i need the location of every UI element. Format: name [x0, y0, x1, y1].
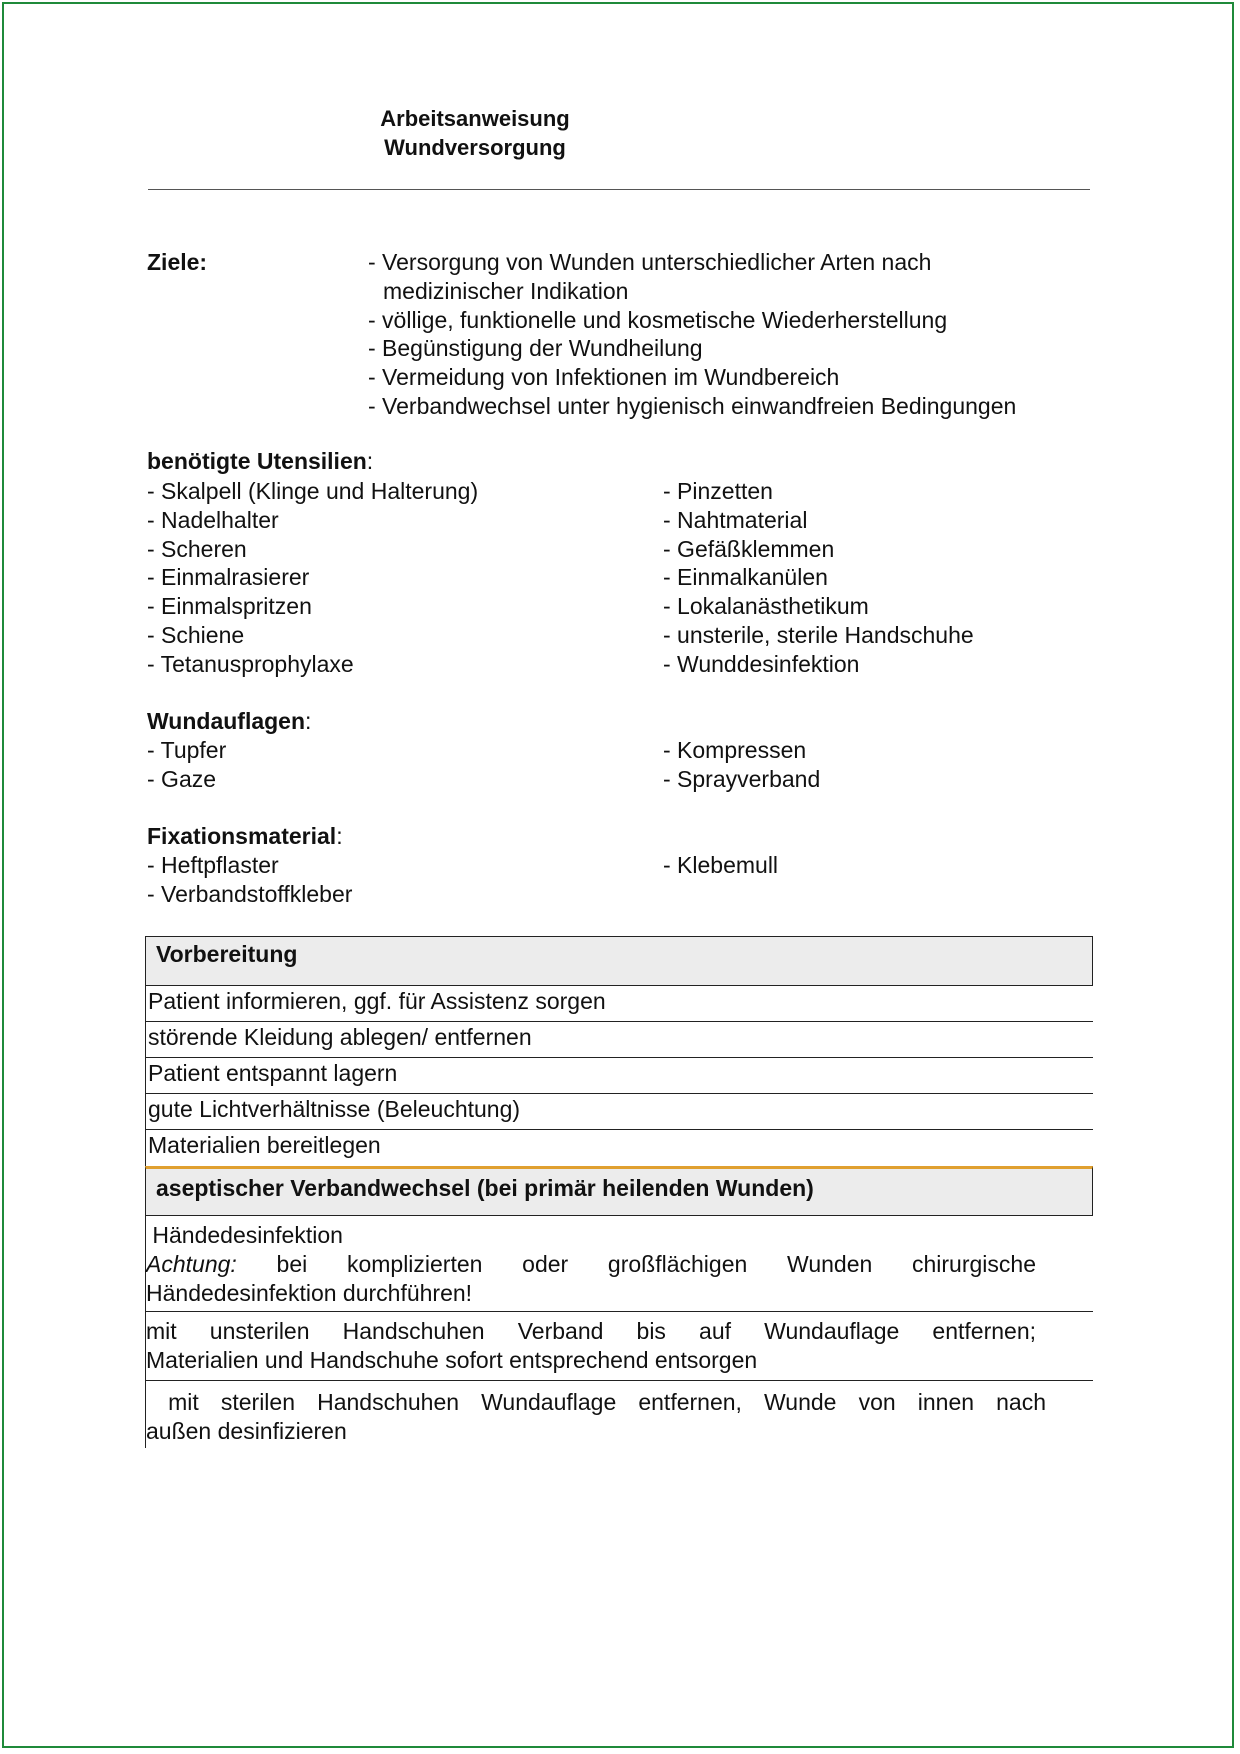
fixation-right-list	[663, 851, 778, 880]
aseptic-heading: aseptischer Verbandwechsel (bei primär heilenden Wunden)	[145, 1166, 1093, 1216]
utensil-item: - Skalpell (Klinge und Halterung)	[147, 478, 479, 504]
dressing-item: - Gaze	[147, 765, 217, 792]
goal-item: medizinischer Indikation	[383, 277, 629, 304]
preparation-row: Patient informieren, ggf. für Assistenz sorgen	[145, 986, 1093, 1022]
utensil-item: - Pinzetten	[663, 478, 773, 504]
dressing-item: - Sprayverband	[663, 765, 821, 792]
fixation-item: - Heftpflaster	[147, 852, 279, 878]
goal-item: - Versorgung von Wunden unterschiedlicher Arten nach	[368, 249, 932, 275]
utensil-item: - Gefäßklemmen	[663, 535, 835, 562]
goal-item: - Vermeidung von Infektionen im Wundbereich	[368, 364, 840, 391]
step-line: mit unsterilen Handschuhen Verband bis auf Wundauflage entfernen;	[146, 1318, 1036, 1344]
utensil-item: - Einmalspritzen	[147, 593, 312, 620]
dressings-heading	[147, 707, 311, 736]
step-warning-line-2: Händedesinfektion durchführen!	[146, 1279, 473, 1306]
procedure-table	[145, 936, 1093, 1448]
utensil-item: - Nadelhalter	[147, 506, 279, 533]
fixation-heading	[147, 822, 343, 851]
fixation-left-list	[147, 851, 352, 909]
utensil-item: - unsterile, sterile Handschuhe	[663, 621, 974, 648]
step-line: außen desinfizieren	[146, 1417, 347, 1444]
aseptic-step-remove-bandage	[145, 1312, 1093, 1381]
step-warning-line	[146, 1250, 1036, 1279]
aseptic-step-hand-disinfection	[145, 1216, 1093, 1312]
step-title: Händedesinfektion	[146, 1222, 343, 1248]
fixation-item: - Verbandstoffkleber	[147, 880, 353, 907]
dressing-item: - Kompressen	[663, 737, 807, 763]
document-title	[300, 104, 650, 162]
utensil-item: - Wunddesinfektion	[663, 650, 860, 677]
dressings-heading-text: Wundauflagen	[147, 708, 306, 734]
preparation-row: gute Lichtverhältnisse (Beleuchtung)	[145, 1094, 1093, 1130]
dressings-heading-colon: :	[305, 708, 312, 734]
utensils-heading	[147, 447, 373, 476]
preparation-row: Materialien bereitlegen	[145, 1130, 1093, 1166]
utensil-item: - Tetanusprophylaxe	[147, 650, 354, 677]
title-divider	[148, 189, 1090, 190]
utensils-heading-text: benötigte Utensilien	[147, 448, 367, 474]
title-line-2: Wundversorgung	[384, 135, 566, 160]
title-line-1: Arbeitsanweisung	[380, 106, 570, 131]
utensils-right-list	[663, 477, 974, 679]
goal-item: - Verbandwechsel unter hygienisch einwandfreien Bedingungen	[368, 392, 1017, 419]
utensil-item: - Lokalanästhetikum	[663, 593, 869, 620]
dressing-item: - Tupfer	[147, 737, 227, 763]
utensil-item: - Einmalrasierer	[147, 564, 310, 591]
utensil-item: - Schiene	[147, 621, 245, 648]
step-line: Materialien und Handschuhe sofort entsprechend entsorgen	[146, 1346, 758, 1373]
fixation-heading-colon: :	[336, 823, 343, 849]
preparation-row: störende Kleidung ablegen/ entfernen	[145, 1022, 1093, 1058]
goal-item: - Begünstigung der Wundheilung	[368, 335, 703, 362]
goal-item: - völlige, funktionelle und kosmetische Wiederherstellung	[368, 306, 948, 333]
fixation-heading-text: Fixationsmaterial	[147, 823, 337, 849]
dressings-right-list	[663, 736, 820, 794]
utensil-item: - Einmalkanülen	[663, 564, 828, 591]
aseptic-step-remove-dressing	[145, 1381, 1093, 1448]
preparation-heading: Vorbereitung	[145, 936, 1093, 986]
step-line: mit sterilen Handschuhen Wundauflage entfernen, Wunde von innen nach	[146, 1389, 1046, 1415]
utensils-left-list	[147, 477, 478, 679]
preparation-row: Patient entspannt lagern	[145, 1058, 1093, 1094]
utensil-item: - Nahtmaterial	[663, 506, 808, 533]
dressings-left-list	[147, 736, 226, 794]
goals-label: Ziele:	[147, 249, 208, 275]
warning-text: bei komplizierten oder großflächigen Wunden chirurgische	[236, 1250, 1036, 1277]
utensils-heading-colon: :	[366, 448, 374, 474]
goals-list	[368, 248, 1016, 421]
fixation-item: - Klebemull	[663, 852, 779, 878]
warning-label: Achtung:	[146, 1250, 237, 1277]
utensil-item: - Scheren	[147, 535, 247, 562]
